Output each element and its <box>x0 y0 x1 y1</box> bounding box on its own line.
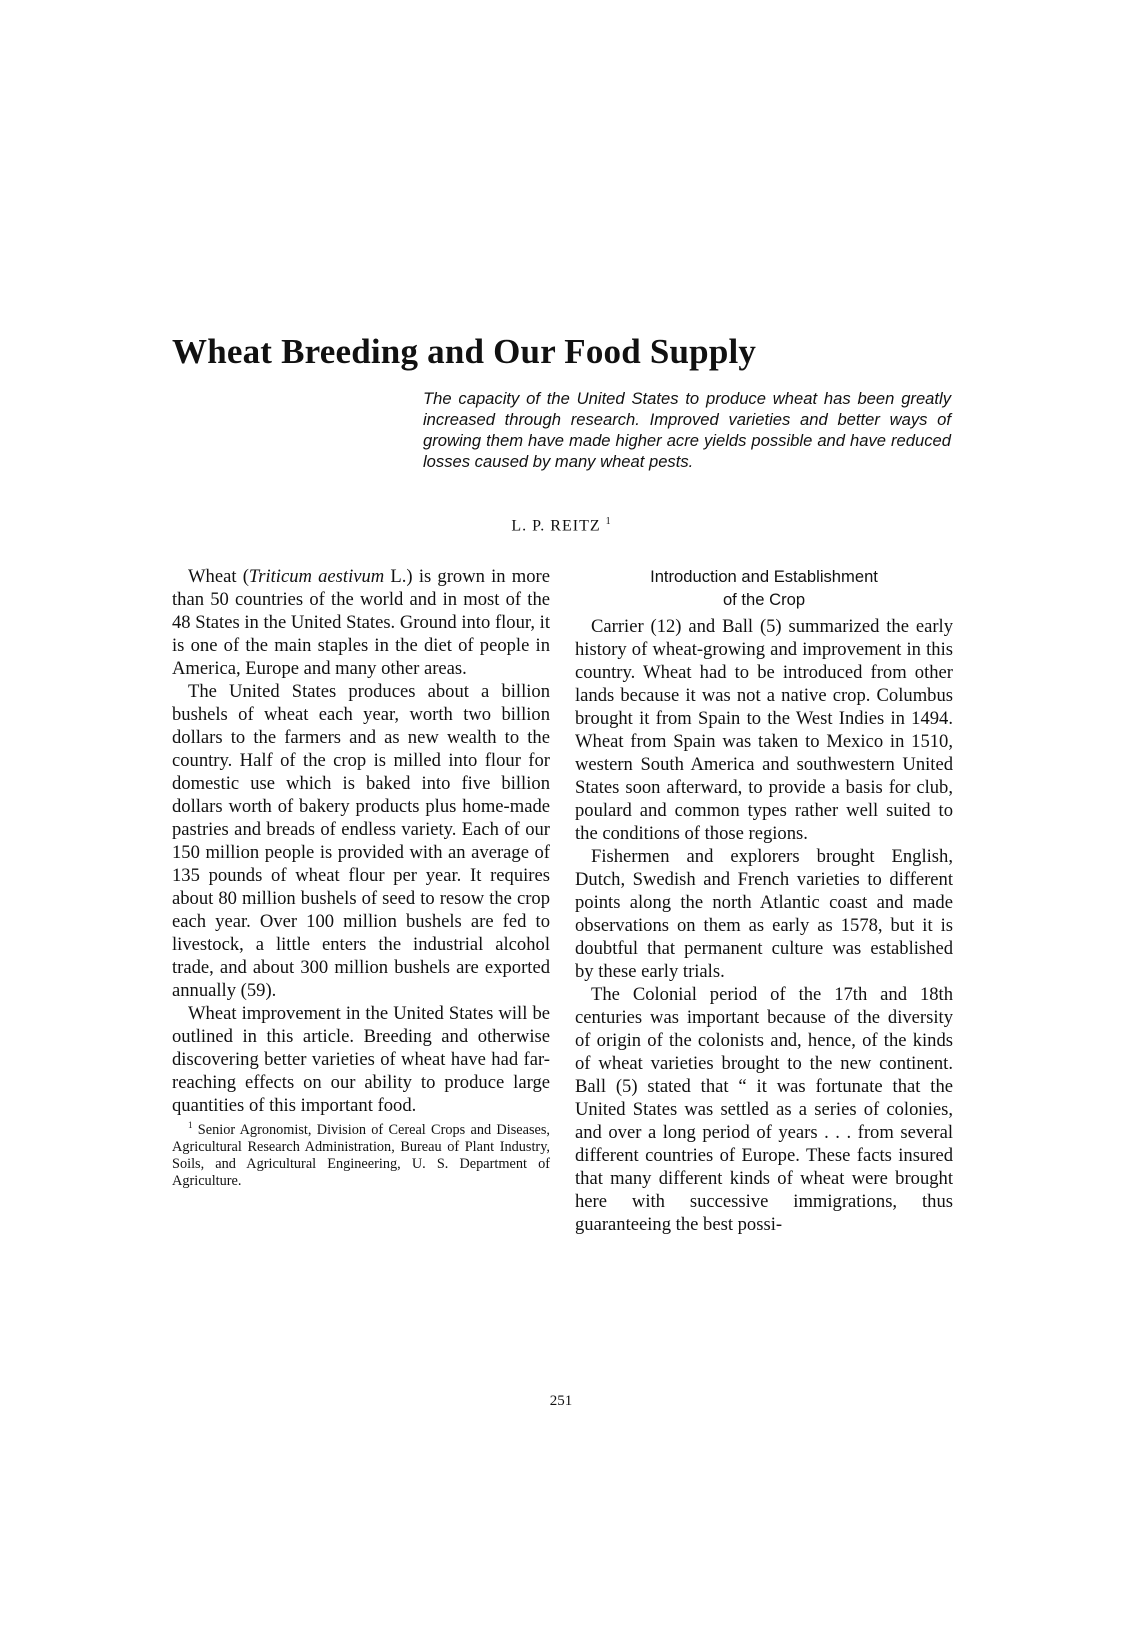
latin-name: Triticum aestivum <box>248 566 385 587</box>
article-title: Wheat Breeding and Our Food Supply <box>172 332 757 371</box>
article-abstract: The capacity of the United States to produce wheat has been greatly increased through research. Improved varieties and better ways of growing them have made higher acre yields possible and have reduced losses caused by many wheat pests. <box>423 389 951 471</box>
footnote-text: Senior Agronomist, Division of Cereal Crops and Diseases, Agricultural Research Administration, Bureau of Plant Industry, Soils, and Agricultural Engineering, U. S. Department of Agriculture. <box>172 1121 550 1189</box>
page-number: 251 <box>549 1393 573 1409</box>
left-column <box>172 565 550 1190</box>
left-paragraph-2: The United States produces about a billion bushels of wheat each year, worth two billion dollars to the farmers and as new wealth to the country. Half of the crop is milled into flour for domestic use which is baked into five billion dollars worth of bakery products plus home-made pastries and breads of endless variety. Each of our 150 million people is provided with an average of 135 pounds of wheat flour per year. It requires about 80 million bushels of seed to resow the crop each year. Over 100 million bushels are fed to livestock, a little enters the industrial alcohol trade, and about 300 million bushels are exported annually (59). <box>172 681 550 1001</box>
author-footnote-mark: 1 <box>605 516 611 527</box>
author-byline <box>350 516 772 535</box>
section-heading-line-1: Introduction and Establishment <box>650 567 878 586</box>
author-name: L. P. REITZ <box>511 517 601 535</box>
right-paragraph-2: Fishermen and explorers brought English, Dutch, Swedish and French varieties to different points along the north Atlantic coast and made observations on them as early as 1578, but it is doubtful that permanent culture was established by these early trials. <box>575 846 953 982</box>
section-heading-line-2: of the Crop <box>722 590 806 609</box>
left-paragraph-1-rest: L.) is grown in more than 50 countries of the world and in most of the 48 States in the United States. Ground into flour, it is one of the main staples in the diet of people in America, Europe and many other areas. <box>172 566 550 679</box>
left-paragraph-1 <box>172 565 550 680</box>
left-paragraph-1-start: Wheat ( <box>188 566 249 587</box>
footnote-mark: 1 <box>188 1120 193 1130</box>
right-column <box>575 565 953 1236</box>
footnote <box>172 1117 550 1190</box>
left-paragraph-3: Wheat improvement in the United States will be outlined in this article. Breeding and otherwise discovering better varieties of wheat have had far-reaching effects on our ability to produce large quantities of this important food. <box>172 1003 550 1116</box>
right-paragraph-1: Carrier (12) and Ball (5) summarized the early history of wheat-growing and improvement in this country. Wheat had to be introduced from other lands because it was not a native crop. Columbus brought it from Spain to the West Indies in 1494. Wheat from Spain was taken to Mexico in 1510, western South America and southwestern United States soon afterward, to provide a basis for club, poulard and common types rather well suited to the conditions of those regions. <box>575 616 953 844</box>
section-heading <box>575 565 953 611</box>
right-paragraph-3: The Colonial period of the 17th and 18th centuries was important because of the diversity of origin of the colonists and, hence, of the kinds of wheat varieties brought to the new continent. Ball (5) stated that “ it was fortunate that the United States was settled as a series of colonies, and over a long period of years . . . from several different countries of Europe. These facts insured that many different kinds of wheat were brought here with successive immigrations, thus guaranteeing the best possi- <box>575 984 953 1235</box>
